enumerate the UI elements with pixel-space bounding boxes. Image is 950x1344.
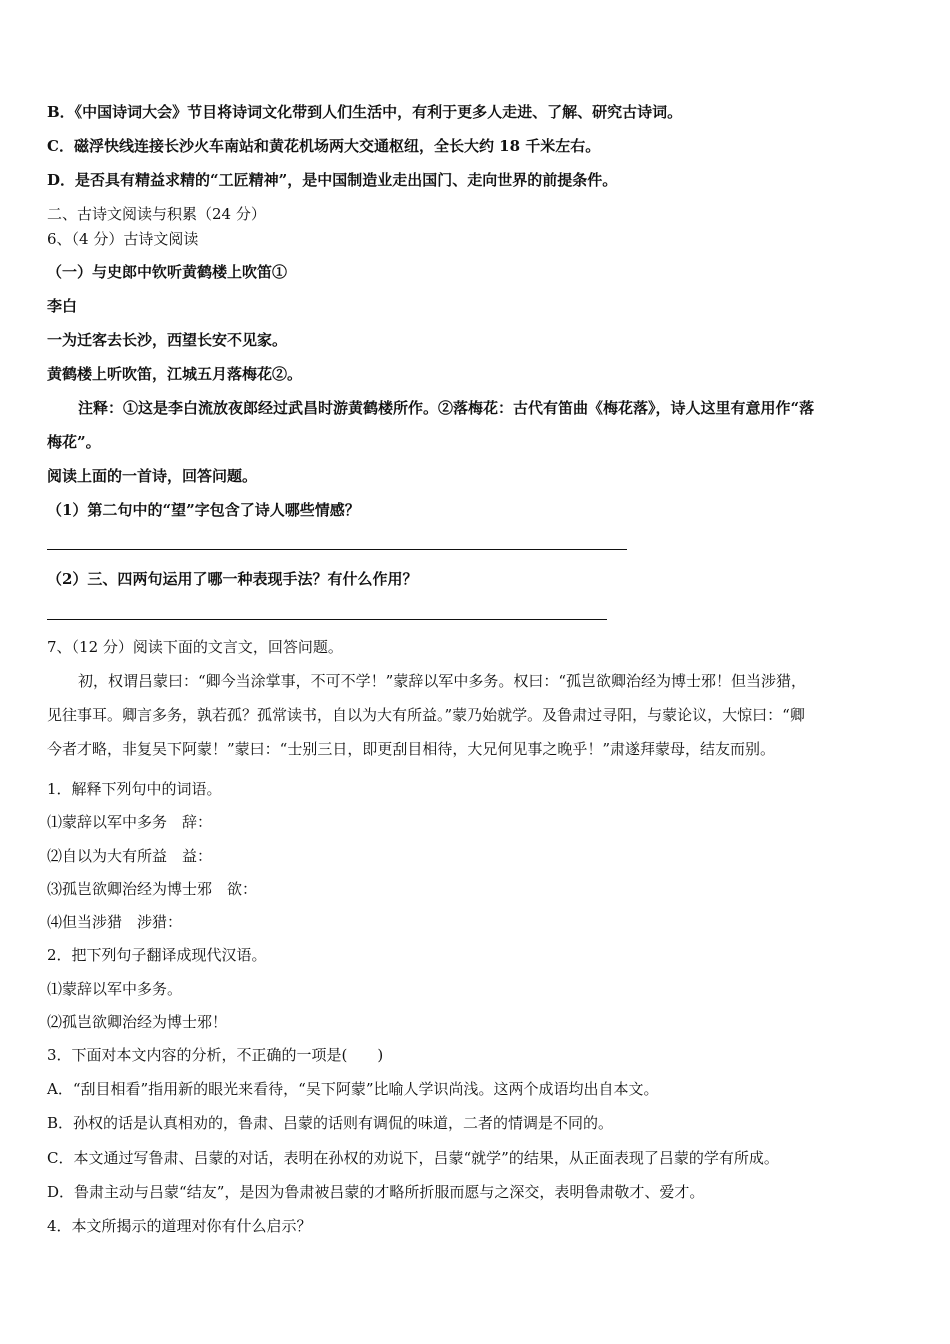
sub-question-1-title: 1．解释下列句中的词语。: [47, 780, 222, 798]
question-6-2: （2）三、四两句运用了哪一种表现手法？有什么作用？: [47, 570, 418, 588]
sub-question-3-title: 3．下面对本文内容的分析，不正确的一项是( ): [47, 1046, 384, 1064]
sub-question-1-item: ⑴蒙辞以军中多务 辞：: [47, 813, 213, 831]
answer-line-6-1: [47, 549, 627, 550]
poem-author: 李白: [47, 297, 78, 315]
passage-line-1: 初，权谓吕蒙曰：“卿今当涂掌事，不可不学！”蒙辞以军中多务。权曰：“孤岂欲卿治经为博士邪！但当涉猎，: [78, 672, 807, 690]
option-c: C．磁浮快线连接长沙火车南站和黄花机场两大交通枢纽，全长大约 18 千米左右。: [47, 137, 601, 155]
reading-instruction: 阅读上面的一首诗，回答问题。: [47, 467, 258, 485]
sub-question-1-item: ⑷但当涉猎 涉猎：: [47, 913, 183, 931]
poem-title: （一）与史郎中钦听黄鹤楼上吹笛①: [47, 263, 288, 281]
sub-question-2-item: ⑴蒙辞以军中多务。: [47, 980, 183, 998]
question-7-title: 7、（12 分）阅读下面的文言文，回答问题。: [47, 638, 343, 656]
sub-question-1-item: ⑶孤岂欲卿治经为博士邪 欲：: [47, 880, 258, 898]
sub-question-1-item: ⑵自以为大有所益 益：: [47, 847, 213, 865]
sub-question-3-option: A．“刮目相看”指用新的眼光来看待，“吴下阿蒙”比喻人学识尚浅。这两个成语均出自本文。: [47, 1080, 659, 1098]
sub-question-4-title: 4．本文所揭示的道理对你有什么启示？: [47, 1217, 312, 1235]
sub-question-2-item: ⑵孤岂欲卿治经为博士邪！: [47, 1013, 228, 1031]
passage-line-3: 今者才略，非复吴下阿蒙！”蒙曰：“士别三日，即更刮目相待，大兄何见事之晚乎！”肃遂拜蒙母，结友而别。: [47, 740, 776, 758]
answer-line-6-2: [47, 619, 607, 620]
sub-question-2-title: 2．把下列句子翻译成现代汉语。: [47, 946, 267, 964]
passage-line-2: 见往事耳。卿言多务，孰若孤？孤常读书，自以为大有所益。”蒙乃始就学。及鲁肃过寻阳，与蒙论议，大惊曰：“卿: [47, 706, 805, 724]
sub-question-3-option: C．本文通过写鲁肃、吕蒙的对话，表明在孙权的劝说下，吕蒙“就学”的结果，从正面表现了吕蒙的学有所成。: [47, 1149, 779, 1167]
question-6-1: （1）第二句中的“望”字包含了诗人哪些情感？: [47, 501, 360, 519]
option-d: D．是否具有精益求精的“工匠精神”，是中国制造业走出国门、走向世界的前提条件。: [47, 171, 618, 189]
section-heading: 二、古诗文阅读与积累（24 分）: [47, 205, 266, 223]
sub-question-3-option: B．孙权的话是认真相劝的，鲁肃、吕蒙的话则有调侃的味道，二者的情调是不同的。: [47, 1114, 614, 1132]
poem-note-line-1: 注释：①这是李白流放夜郎经过武昌时游黄鹤楼所作。②落梅花：古代有笛曲《梅花落》，诗人这里有意用作“落: [78, 399, 815, 417]
question-6-title: 6、（4 分）古诗文阅读: [47, 230, 199, 248]
poem-line-2: 黄鹤楼上听吹笛，江城五月落梅花②。: [47, 365, 303, 383]
option-b: B．《中国诗词大会》节目将诗词文化带到人们生活中，有利于更多人走进、了解、研究古诗词。: [47, 103, 683, 121]
poem-note-line-2: 梅花”。: [47, 433, 101, 451]
sub-question-3-option: D．鲁肃主动与吕蒙“结友”，是因为鲁肃被吕蒙的才略所折服而愿与之深交，表明鲁肃敬才、爱才。: [47, 1183, 705, 1201]
poem-line-1: 一为迁客去长沙，西望长安不见家。: [47, 331, 288, 349]
